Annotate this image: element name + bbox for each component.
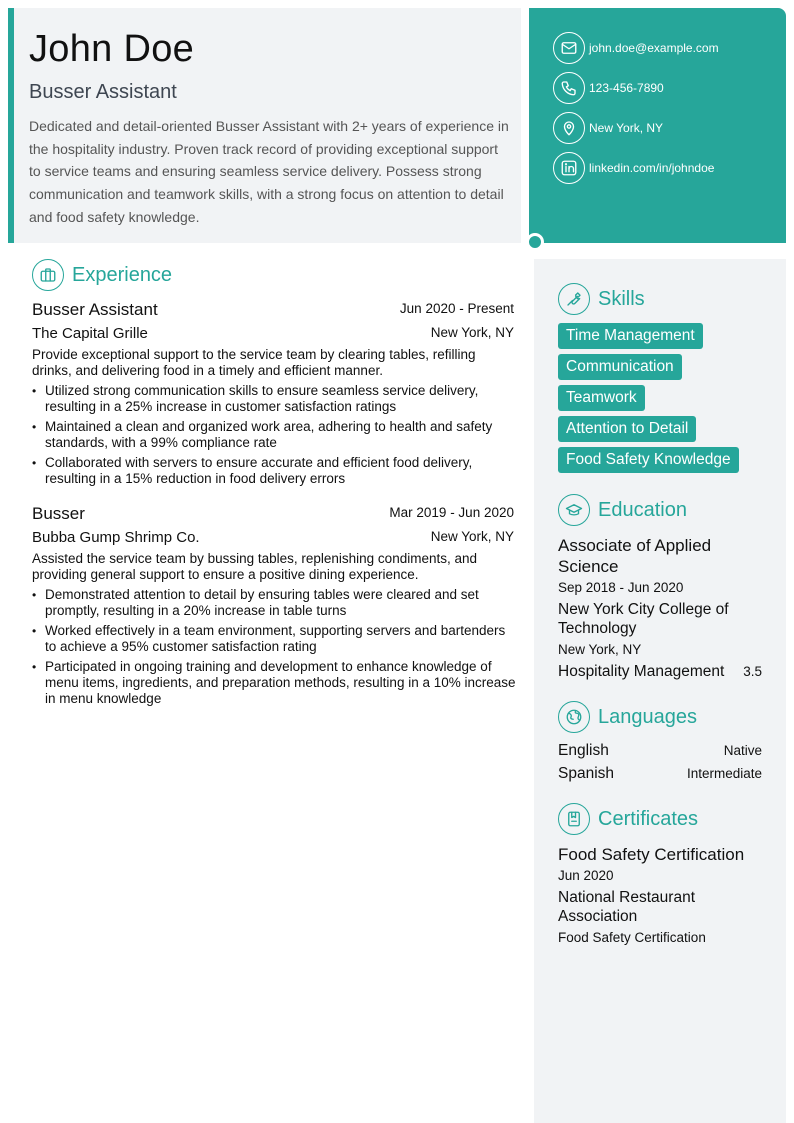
education-degree: Associate of Applied Science: [558, 536, 712, 576]
job-bullets: [32, 587, 516, 711]
list-item: • Participated in ongoing training and development to enhance knowledge of menu items, ingredients, and preparation methods, resulting in a 10% increase in menu knowledge: [32, 659, 516, 707]
contact-email-text: john.doe@example.com: [589, 41, 719, 55]
contact-phone[interactable]: [553, 72, 664, 104]
language-level: Intermediate: [686, 766, 762, 781]
language-name: Spanish: [558, 765, 615, 782]
phone-icon: [553, 72, 585, 104]
skill-tag: Teamwork: [558, 385, 645, 411]
contact-panel: [529, 8, 786, 243]
contact-phone-text: 123-456-7890: [589, 81, 664, 95]
education-heading: [558, 494, 687, 526]
mail-icon: [553, 32, 585, 64]
job-dates: Mar 2019 - Jun 2020: [389, 505, 514, 520]
list-item: • Worked effectively in a team environment, supporting servers and bartenders to achieve a 95% customer satisfaction rating: [32, 623, 516, 655]
experience-heading: [32, 259, 172, 291]
skill-tag: Time Management: [558, 323, 703, 349]
briefcase-icon: [32, 259, 64, 291]
education-heading-text: Education: [598, 498, 687, 521]
certificate-issuer: National Restaurant Association: [558, 889, 695, 925]
list-item: • Collaborated with servers to ensure accurate and efficient food delivery, resulting in a 15% reduction in food delivery errors: [32, 455, 516, 487]
contact-email[interactable]: [553, 32, 719, 64]
decorative-dot: [526, 233, 544, 251]
language-name: English: [558, 742, 609, 759]
map-pin-icon: [553, 112, 585, 144]
education-school: New York City College of Technology: [558, 601, 729, 637]
globe-icon: [558, 701, 590, 733]
certificate-icon: [558, 803, 590, 835]
certificate-date: Jun 2020: [558, 868, 614, 883]
education-field: Hospitality Management: [558, 663, 725, 680]
job-title: Busser: [32, 504, 85, 523]
list-item: • Utilized strong communication skills to ensure seamless service delivery, resulting in a 25% increase in customer satisfaction ratings: [32, 383, 516, 415]
job-company: Bubba Gump Shrimp Co.: [32, 529, 200, 546]
job-location: New York, NY: [430, 529, 514, 544]
certificates-heading: [558, 803, 698, 835]
skills-heading-text: Skills: [598, 287, 645, 310]
graduation-cap-icon: [558, 494, 590, 526]
skill-tag: Food Safety Knowledge: [558, 447, 739, 473]
certificate-name: Food Safety Certification: [558, 845, 745, 864]
candidate-name: John Doe: [29, 28, 195, 70]
experience-heading-text: Experience: [72, 263, 173, 286]
job-location: New York, NY: [430, 325, 514, 340]
language-level: Native: [723, 743, 762, 758]
education-location: New York, NY: [558, 642, 642, 657]
job-title: Busser Assistant: [32, 300, 158, 319]
candidate-role: Busser Assistant: [29, 81, 177, 103]
languages-heading-text: Languages: [598, 705, 697, 728]
wrench-icon: [558, 283, 590, 315]
contact-location-text: New York, NY: [589, 121, 664, 135]
contact-location: [553, 112, 663, 144]
contact-linkedin[interactable]: [553, 152, 714, 184]
list-item: • Demonstrated attention to detail by ensuring tables were cleared and set promptly, resulting in a 20% increase in table turns: [32, 587, 516, 619]
education-gpa: 3.5: [743, 664, 762, 679]
linkedin-icon: [553, 152, 585, 184]
job-dates: Jun 2020 - Present: [399, 301, 514, 316]
skill-tag: Communication: [558, 354, 682, 380]
job-description: Assisted the service team by bussing tables, replenishing condiments, and providing general support to ensure a positive dining experience.: [32, 551, 477, 582]
job-company: The Capital Grille: [32, 325, 148, 342]
summary-text: Dedicated and detail-oriented Busser Assistant with 2+ years of experience in the hospitality industry. Proven track record of providing exceptional support to service teams and ensuring seamless service delivery. Possess strong communication and teamwork skills, with a strong focus on attention to detail and food safety knowledge.: [29, 118, 509, 225]
languages-heading: [558, 701, 697, 733]
certificate-detail: Food Safety Certification: [558, 930, 706, 945]
job-description: Provide exceptional support to the service team by clearing tables, refilling drinks, and delivering food in a timely and efficient manner.: [32, 347, 476, 378]
skill-tag: Attention to Detail: [558, 416, 696, 442]
skills-heading: [558, 283, 645, 315]
header-panel: [8, 8, 521, 243]
contact-linkedin-text: linkedin.com/in/johndoe: [589, 161, 715, 175]
list-item: • Maintained a clean and organized work area, adhering to health and safety standards, with a 99% compliance rate: [32, 419, 516, 451]
education-dates: Sep 2018 - Jun 2020: [558, 580, 684, 595]
job-bullets: [32, 383, 516, 491]
certificates-heading-text: Certificates: [598, 807, 699, 830]
